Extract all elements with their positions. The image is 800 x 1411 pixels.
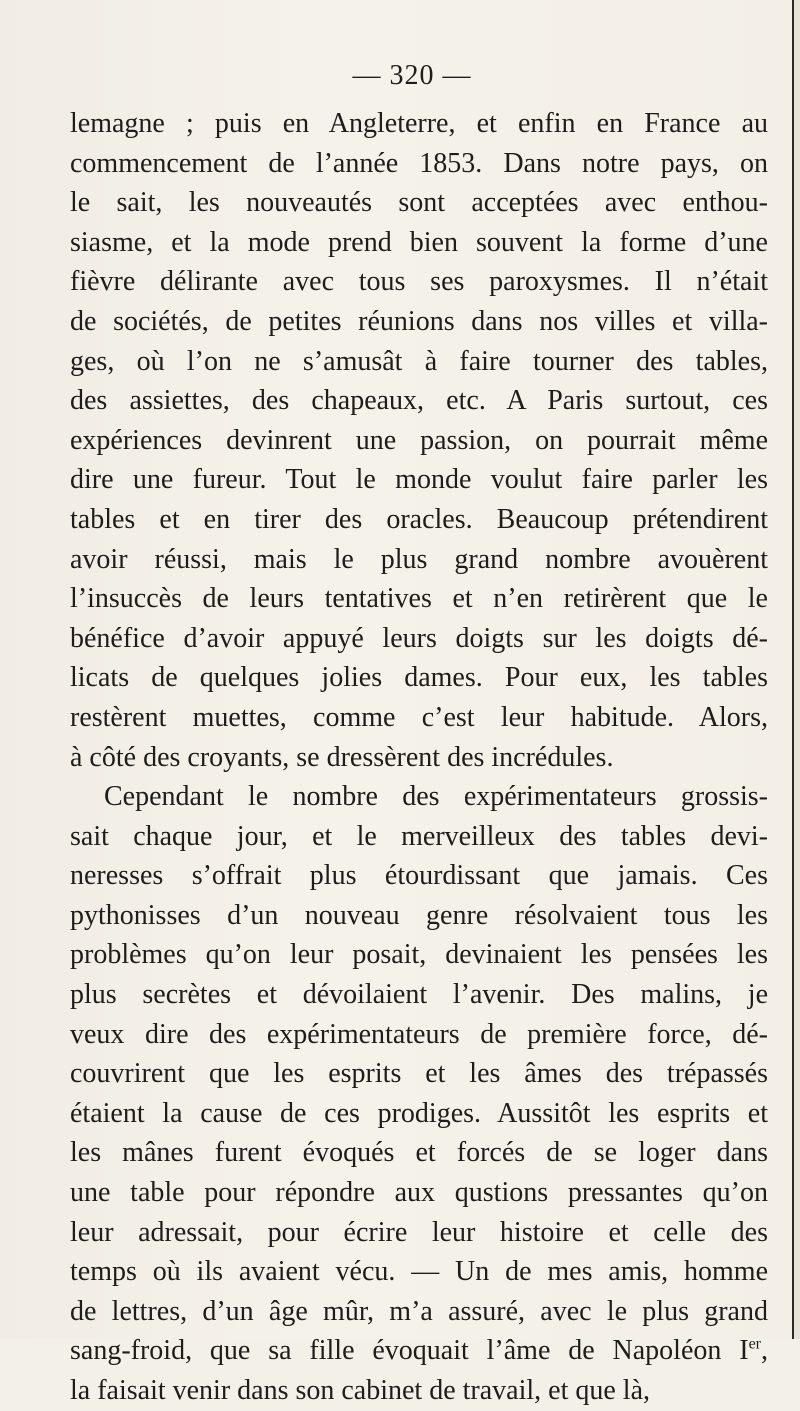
text-line: plus secrètes et dévoilaient l’avenir. Des malins, je: [70, 979, 768, 1011]
text-line: à côté des croyants, se dressèrent des incrédules.: [70, 741, 614, 773]
text-line: siasme, et la mode prend bien souvent la forme d’une: [70, 226, 768, 258]
text-line: restèrent muettes, comme c’est leur habitude. Alors,: [70, 701, 768, 733]
text-line: sait chaque jour, et le merveilleux des tables devi-: [70, 820, 768, 852]
text-line: licats de quelques jolies dames. Pour eux, les tables: [70, 662, 768, 694]
text-line: bénéfice d’avoir appuyé leurs doigts sur les doigts dé-: [70, 622, 768, 654]
text-line: étaient la cause de ces prodiges. Aussitôt les esprits et: [70, 1097, 768, 1129]
text-line: temps où ils avaient vécu. — Un de mes amis, homme: [70, 1256, 768, 1288]
body-text: [70, 104, 768, 1411]
text-line: tables et en tirer des oracles. Beaucoup prétendirent: [70, 503, 768, 535]
superscript: er: [748, 1336, 761, 1354]
text-line: couvrirent que les esprits et les âmes des trépassés: [70, 1058, 768, 1090]
text-line: problèmes qu’on leur posait, devinaient les pensées les: [70, 939, 768, 971]
text-line: avoir réussi, mais le plus grand nombre avouèrent: [70, 543, 768, 575]
text-line: l’insuccès de leurs tentatives et n’en retirèrent que le: [70, 583, 768, 615]
text-line: lemagne ; puis en Angleterre, et enfin en France au: [70, 108, 768, 139]
page-number: — 320 —: [352, 60, 472, 91]
page-edge-shadow: [794, 0, 800, 1339]
page-edge-line: [792, 0, 794, 1339]
text-segment: ,: [761, 1335, 768, 1367]
text-line: le sait, les nouveautés sont acceptées avec enthou-: [70, 187, 768, 219]
text-line: veux dire des expérimentateurs de première force, dé-: [70, 1018, 768, 1050]
text-line: des assiettes, des chapeaux, etc. A Paris surtout, ces: [70, 385, 768, 417]
text-line: les mânes furent évoqués et forcés de se loger dans: [70, 1137, 768, 1169]
text-line: fièvre délirante avec tous ses paroxysmes. Il n’était: [70, 266, 768, 298]
text-line: une table pour répondre aux qustions pressantes qu’on: [70, 1177, 768, 1209]
text-line: la faisait venir dans son cabinet de travail, et que là,: [70, 1375, 651, 1406]
text-line: ges, où l’on ne s’amusât à faire tourner des tables,: [70, 345, 768, 377]
text-line: de lettres, d’un âge mûr, m’a assuré, avec le plus grand: [70, 1295, 768, 1327]
text-line: commencement de l’année 1853. Dans notre pays, on: [70, 147, 768, 179]
text-line: dire une fureur. Tout le monde voulut faire parler les: [70, 464, 768, 496]
text-line: leur adressait, pour écrire leur histoire et celle des: [70, 1216, 768, 1248]
text-segment: sang-froid, que sa fille évoquait l’âme de Napoléon I: [70, 1335, 749, 1367]
text-line: pythonisses d’un nouveau genre résolvaient tous les: [70, 899, 768, 931]
text-line: expériences devinrent une passion, on pourrait même: [70, 424, 768, 456]
text-line: de sociétés, de petites réunions dans nos villes et villa-: [70, 305, 768, 337]
text-line: neresses s’offrait plus étourdissant que jamais. Ces: [70, 860, 768, 892]
text-line: Cependant le nombre des expérimentateurs grossis-: [104, 781, 768, 813]
text-line-with-superscript: [70, 1331, 768, 1371]
